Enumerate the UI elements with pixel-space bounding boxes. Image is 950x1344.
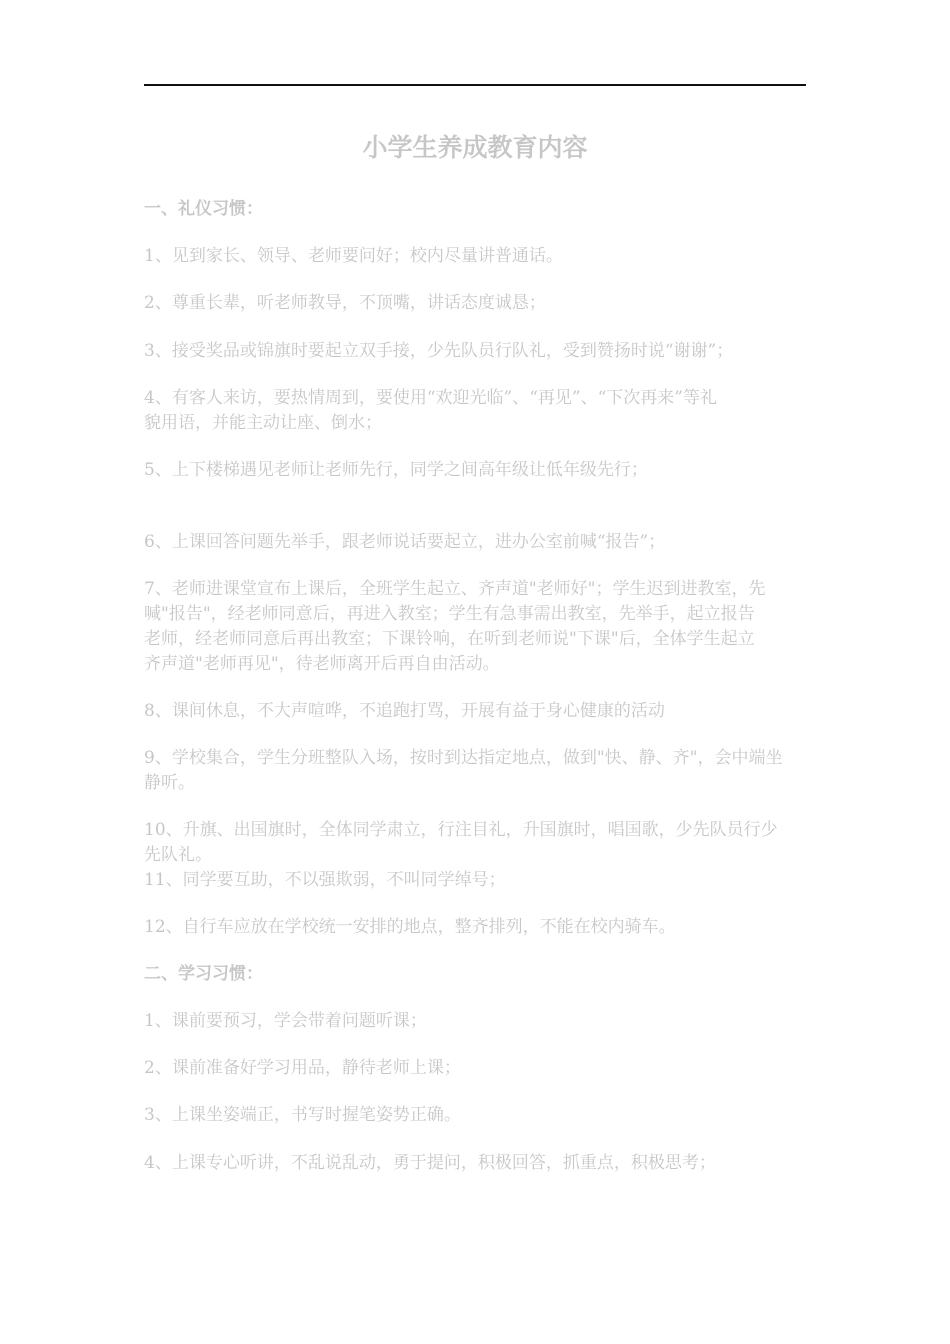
section-heading: 二、学习习惯：	[144, 964, 263, 984]
paragraph-line: 3、上课坐姿端正，书写时握笔姿势正确。	[144, 1105, 461, 1125]
paragraph-line: 6、上课回答问题先举手，跟老师说话要起立，进办公室前喊“报告”；	[144, 532, 666, 552]
paragraph-line: 12、自行车应放在学校统一安排的地点，整齐排列，不能在校内骑车。	[144, 917, 676, 937]
paragraph-line: 静听。	[144, 773, 195, 793]
section-heading: 一、礼仪习惯：	[144, 199, 263, 219]
paragraph-line: 1、课前要预习，学会带着问题听课；	[144, 1011, 427, 1031]
paragraph-line: 貌用语，并能主动让座、倒水；	[144, 413, 382, 433]
paragraph-line: 8、课间休息，不大声喧哗，不追跑打骂，开展有益于身心健康的活动	[144, 701, 665, 721]
paragraph-line: 11、同学要互助，不以强欺弱，不叫同学绰号；	[144, 870, 506, 890]
paragraph-line: 1、见到家长、领导、老师要问好；校内尽量讲普通话。	[144, 246, 563, 266]
paragraph-line: 9、学校集合，学生分班整队入场，按时到达指定地点，做到"快、静、齐"，会中端坐	[144, 748, 783, 768]
paragraph-line: 5、上下楼梯遇见老师让老师先行，同学之间高年级让低年级先行；	[144, 460, 648, 480]
paragraph-line: 3、接受奖品或锦旗时要起立双手接，少先队员行队礼，受到赞扬时说“谢谢”；	[144, 341, 734, 361]
paragraph-line: 10、升旗、出国旗时，全体同学肃立，行注目礼，升国旗时，唱国歌，少先队员行少	[144, 820, 778, 840]
paragraph-line: 先队礼。	[144, 845, 212, 865]
paragraph-line: 2、尊重长辈，听老师教导，不顶嘴，讲话态度诚恳；	[144, 293, 546, 313]
paragraph-line: 老师，经老师同意后再出教室；下课铃响，在听到老师说"下课"后，全体学生起立	[144, 629, 755, 649]
paragraph-line: 齐声道"老师再见"，待老师离开后再自由活动。	[144, 654, 500, 674]
paragraph-line: 喊"报告"，经老师同意后，再进入教室；学生有急事需出教室，先举手，起立报告	[144, 604, 755, 624]
paragraph-line: 7、老师进课堂宣布上课后，全班学生起立、齐声道"老师好"；学生迟到进教室，先	[144, 579, 766, 599]
header-rule	[144, 84, 806, 86]
paragraph-line: 4、有客人来访，要热情周到，要使用“欢迎光临”、“再见”、“下次再来”等礼	[144, 388, 717, 408]
page-title: 小学生养成教育内容	[362, 133, 588, 162]
paragraph-line: 4、上课专心听讲，不乱说乱动，勇于提问，积极回答，抓重点，积极思考；	[144, 1153, 716, 1173]
paragraph-line: 2、课前准备好学习用品，静待老师上课；	[144, 1058, 461, 1078]
